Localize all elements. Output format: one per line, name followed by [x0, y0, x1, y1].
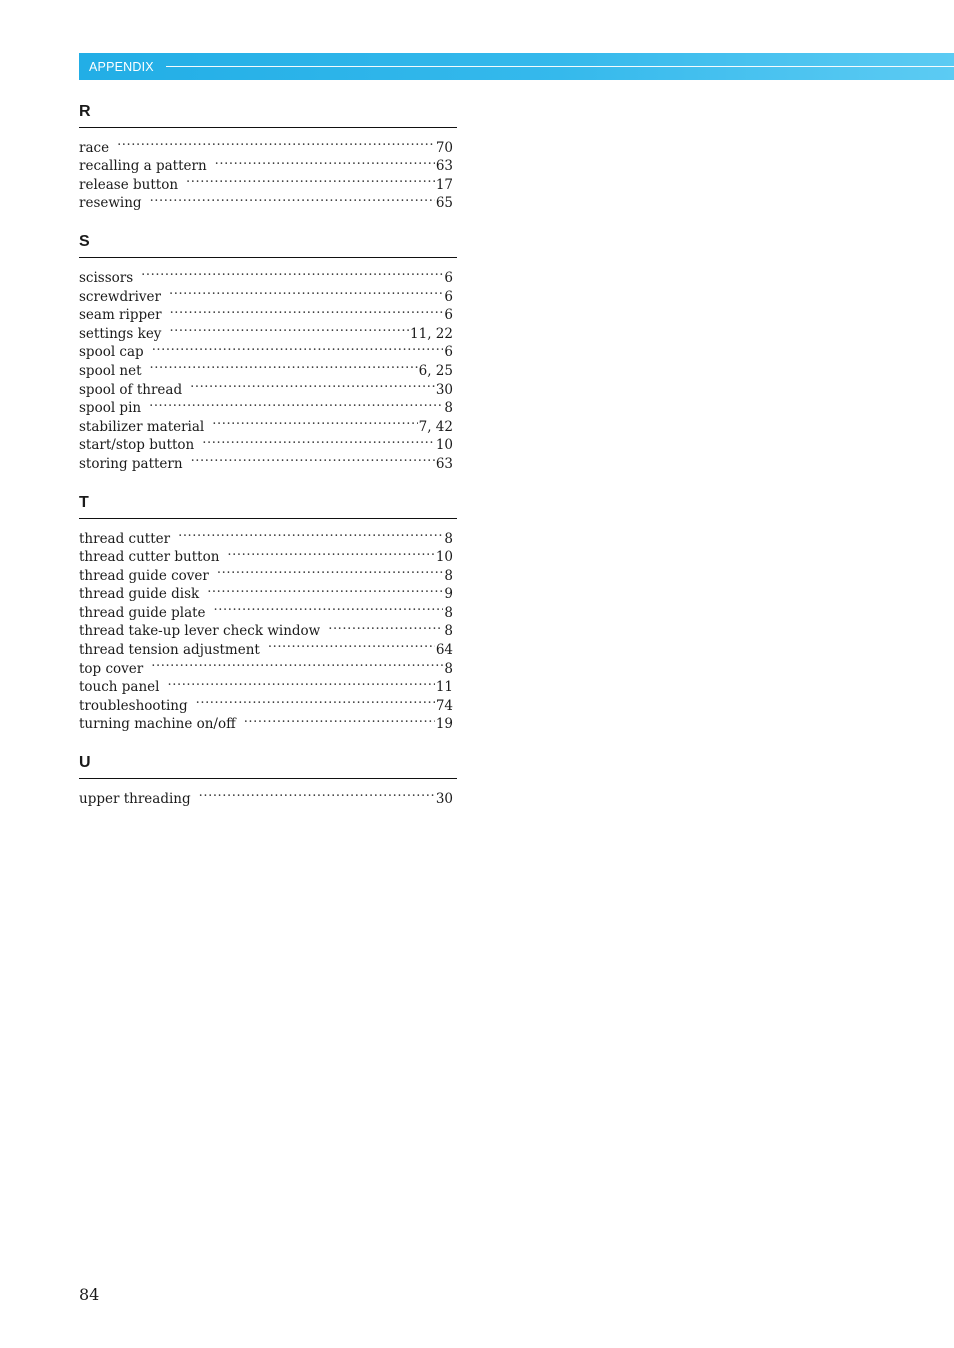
index-term: spool pin [79, 400, 142, 417]
index-page-ref: 8 [444, 660, 453, 677]
index-term: touch panel [79, 679, 160, 696]
index-page-ref: 7, 42 [418, 418, 453, 435]
index-term: thread take-up lever check window [79, 623, 321, 640]
index-term: spool cap [79, 344, 144, 361]
section-header-label: APPENDIX [89, 59, 154, 74]
dot-leader [178, 524, 443, 543]
index-page-ref: 74 [435, 697, 453, 714]
index-term: thread guide cover [79, 567, 209, 584]
dot-leader [169, 319, 409, 338]
index-term: upper threading [79, 791, 191, 808]
section-divider [79, 127, 457, 128]
index-section-r [79, 100, 457, 212]
index-term: stabilizer material [79, 418, 205, 435]
index-term: spool of thread [79, 381, 183, 398]
index-page-ref: 9 [444, 586, 453, 603]
dot-leader [169, 282, 443, 301]
section-divider [79, 778, 457, 779]
dot-leader [141, 263, 443, 282]
index-column [79, 100, 457, 808]
index-term: thread guide disk [79, 586, 200, 603]
index-page-ref: 63 [435, 455, 453, 472]
index-page-ref: 19 [435, 716, 453, 733]
section-letter: U [79, 754, 91, 772]
dot-leader [150, 189, 435, 208]
index-page-ref: 17 [435, 176, 453, 193]
dot-leader [152, 338, 444, 357]
dot-leader [149, 394, 443, 413]
dot-leader [202, 431, 435, 450]
dot-leader [244, 710, 435, 729]
dot-leader [207, 580, 443, 599]
page-number: 84 [79, 1285, 100, 1304]
index-page-ref: 8 [444, 604, 453, 621]
index-page-ref: 30 [435, 381, 453, 398]
index-term: resewing [79, 195, 142, 212]
section-letter: T [79, 493, 89, 511]
index-page-ref: 6 [444, 288, 453, 305]
index-term: troubleshooting [79, 697, 188, 714]
index-page-ref: 64 [435, 642, 453, 659]
dot-leader [190, 375, 435, 394]
index-term: storing pattern [79, 455, 183, 472]
dot-leader [191, 449, 435, 468]
index-entry [79, 133, 453, 156]
dot-leader [150, 356, 418, 375]
dot-leader [170, 301, 444, 320]
index-page-ref: 8 [444, 567, 453, 584]
index-page-ref: 10 [435, 437, 453, 454]
dot-leader [328, 617, 443, 636]
index-entry [79, 152, 453, 175]
index-term: top cover [79, 660, 144, 677]
index-term: turning machine on/off [79, 716, 236, 733]
index-page-ref: 6 [444, 344, 453, 361]
dot-leader [117, 133, 435, 152]
index-page-ref: 8 [444, 530, 453, 547]
index-page-ref: 10 [435, 549, 453, 566]
index-term: thread cutter button [79, 549, 220, 566]
index-term: thread cutter [79, 530, 171, 547]
index-term: settings key [79, 325, 162, 342]
appendix-header-band [79, 53, 954, 80]
index-section-t [79, 491, 457, 733]
index-entry [79, 263, 453, 286]
index-page-ref: 65 [435, 195, 453, 212]
index-entry [79, 524, 453, 547]
index-term: recalling a pattern [79, 158, 207, 175]
section-letter: R [79, 103, 91, 120]
section-divider [79, 518, 457, 519]
index-term: race [79, 139, 110, 156]
index-term: thread tension adjustment [79, 642, 260, 659]
index-section-u [79, 751, 457, 808]
index-entry [79, 784, 453, 808]
dot-leader [196, 691, 435, 710]
index-page-ref: 8 [444, 400, 453, 417]
index-page-ref: 70 [435, 139, 453, 156]
dot-leader [215, 152, 435, 171]
index-term: start/stop button [79, 437, 195, 454]
index-page-ref: 6 [444, 307, 453, 324]
index-page-ref: 63 [435, 158, 453, 175]
index-page-ref: 11 [435, 679, 453, 696]
index-page-ref: 11, 22 [410, 325, 453, 342]
header-rule [166, 66, 954, 67]
dot-leader [212, 412, 417, 431]
index-term: seam ripper [79, 307, 162, 324]
dot-leader [151, 654, 443, 673]
index-page-ref: 6 [444, 269, 453, 286]
dot-leader [168, 673, 435, 692]
index-term: thread guide plate [79, 604, 206, 621]
dot-leader [227, 543, 434, 562]
index-page-ref: 6, 25 [418, 362, 453, 379]
index-term: scissors [79, 269, 134, 286]
dot-leader [186, 170, 435, 189]
dot-leader [217, 561, 444, 580]
dot-leader [268, 635, 435, 654]
section-divider [79, 257, 457, 258]
section-letter: S [79, 233, 90, 251]
dot-leader [199, 784, 435, 803]
dot-leader [214, 598, 444, 617]
index-page-ref: 30 [435, 791, 453, 808]
index-page-ref: 8 [444, 623, 453, 640]
index-term: spool net [79, 362, 142, 379]
index-section-s [79, 230, 457, 472]
index-term: release button [79, 176, 179, 193]
index-term: screwdriver [79, 288, 161, 305]
